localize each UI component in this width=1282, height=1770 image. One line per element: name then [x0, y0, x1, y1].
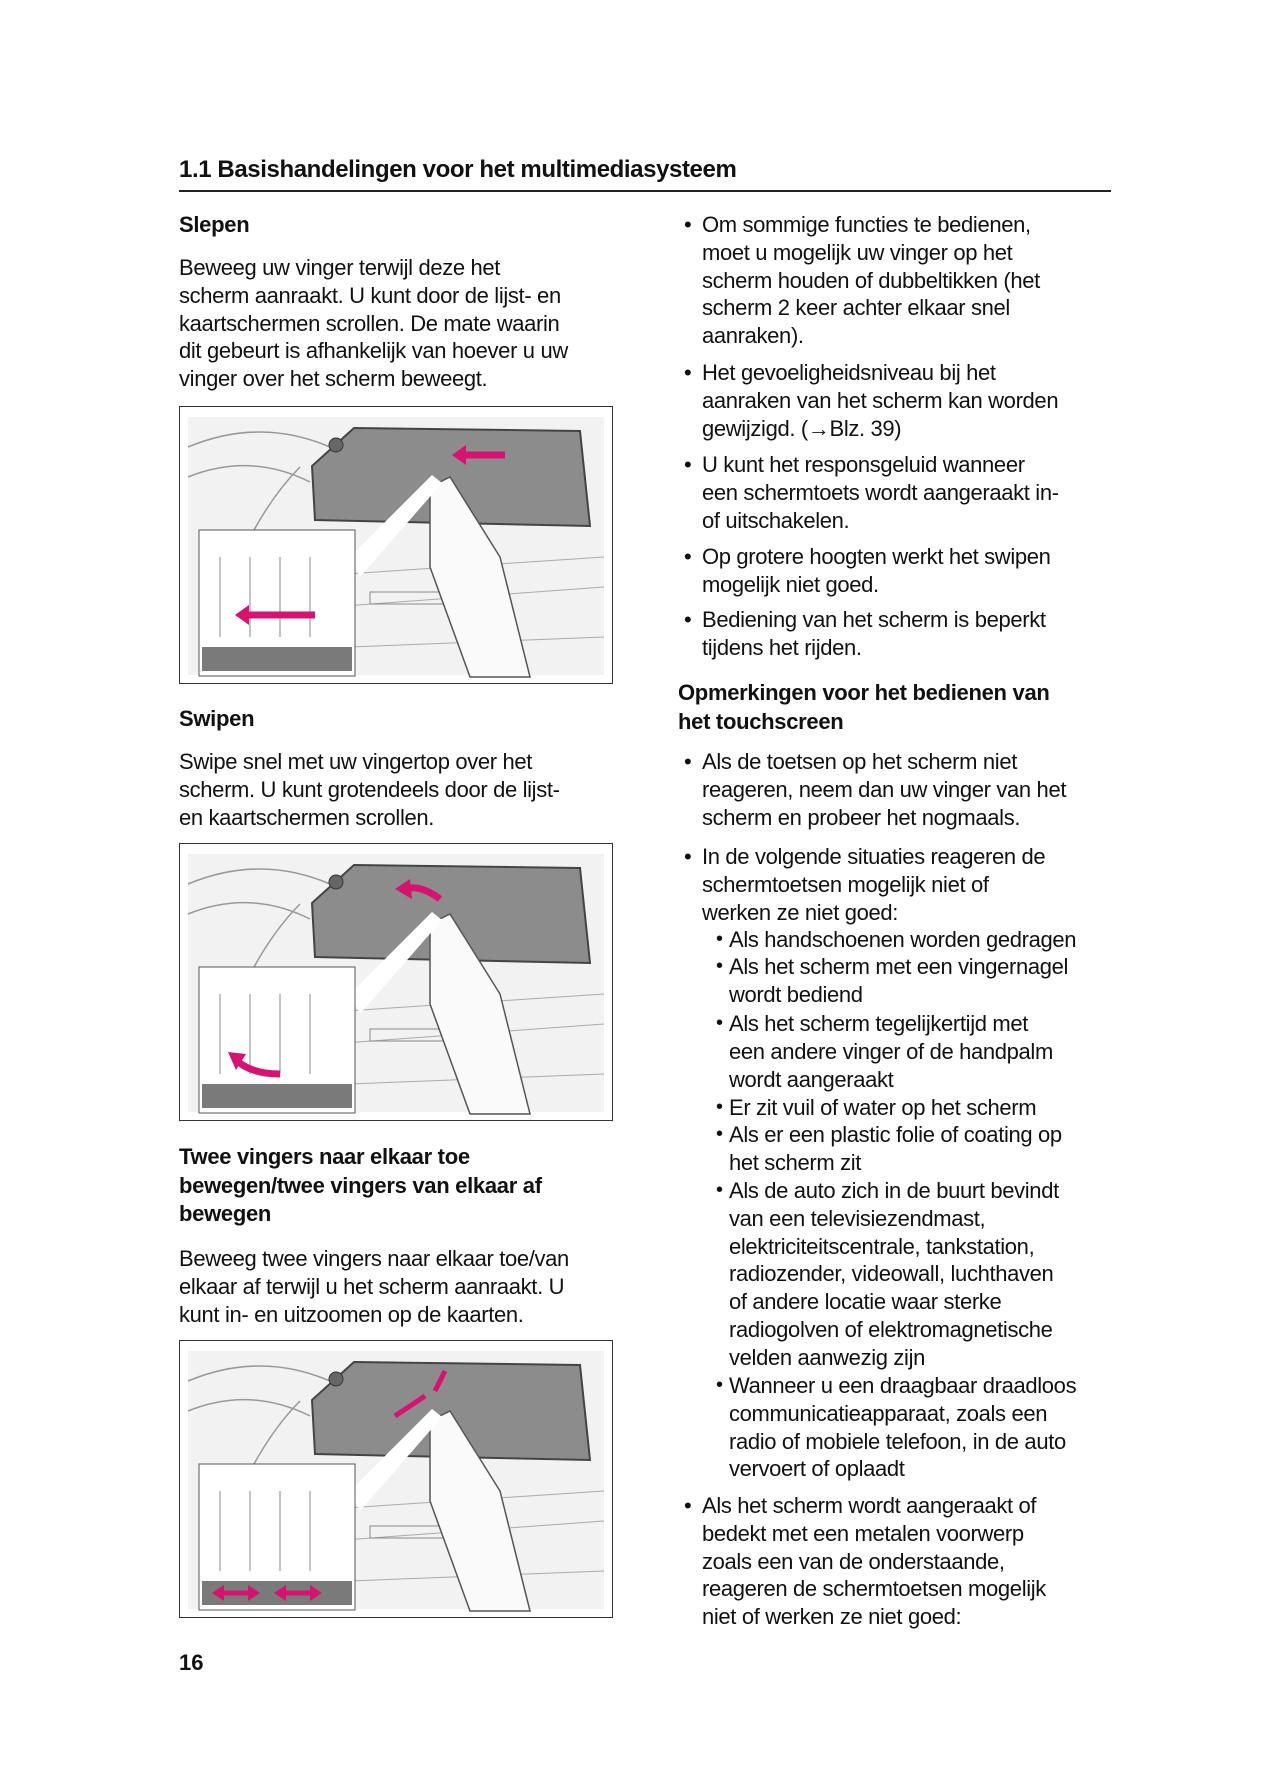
- illustration-swipe: [179, 843, 613, 1121]
- note-item: Het gevoeligheidsniveau bij het aanraken van het scherm kan worden gewijzigd. (→Blz. 39): [702, 360, 1059, 441]
- inset-screen-bar: [202, 647, 352, 671]
- note-item: Als de toetsen op het scherm niet reageren, neem dan uw vinger van het scherm en probeer het nogmaals.: [702, 749, 1067, 830]
- bullet-icon: •: [684, 1493, 692, 1518]
- note-item: Bediening van het scherm is beperkt tijdens het rijden.: [702, 607, 1046, 660]
- sub-item: Er zit vuil of water op het scherm: [729, 1095, 1037, 1120]
- bullet-icon: •: [684, 360, 692, 385]
- touchscreen-notes-heading: Opmerkingen voor het bedienen van het touchscreen: [678, 680, 1050, 734]
- sub-bullet-icon: •: [716, 955, 724, 977]
- sub-bullet-icon: •: [716, 1096, 724, 1118]
- section-body-swipen: Swipe snel met uw vingertop over het scherm. U kunt grotendeels door de lijst- en kaartschermen scrollen.: [179, 749, 560, 830]
- bullet-icon: •: [684, 452, 692, 477]
- section-body-slepen: Beweeg uw vinger terwijl deze het scherm aanraakt. U kunt door de lijst- en kaartschermen scrollen. De mate waarin dit gebeurt is afhankelijk van hoever u uw vinger over het scherm beweegt.: [179, 255, 568, 392]
- sub-item: Als handschoenen worden gedragen: [729, 927, 1077, 952]
- swipe-illustration-svg: [180, 844, 612, 1120]
- sub-bullet-icon: •: [716, 1179, 724, 1201]
- page-title: 1.1 Basishandelingen voor het multimediasysteem: [179, 156, 737, 183]
- section-heading-pinch: Twee vingers naar elkaar toe bewegen/twee vingers van elkaar af bewegen: [179, 1144, 542, 1226]
- page-number: 16: [179, 1650, 204, 1675]
- note-item: In de volgende situaties reageren de schermtoetsen mogelijk niet of werken ze niet goed:: [702, 844, 1046, 925]
- camera-icon: [329, 1372, 343, 1386]
- sub-bullet-icon: •: [716, 1123, 724, 1145]
- pinch-illustration-svg: [180, 1341, 612, 1617]
- section-heading-swipen: Swipen: [179, 706, 255, 731]
- note-item: Op grotere hoogten werkt het swipen mogelijk niet goed.: [702, 544, 1051, 597]
- section-body-pinch: Beweeg twee vingers naar elkaar toe/van elkaar af terwijl u het scherm aanraakt. U kunt in- en uitzoomen op de kaarten.: [179, 1246, 569, 1327]
- sub-item: Als er een plastic folie of coating op het scherm zit: [729, 1122, 1062, 1175]
- bullet-icon: •: [684, 844, 692, 869]
- camera-icon: [329, 875, 343, 889]
- sub-item: Als het scherm tegelijkertijd met een andere vinger of de handpalm wordt aangeraakt: [729, 1011, 1053, 1092]
- title-rule: [179, 190, 1111, 192]
- sub-item: Als het scherm met een vingernagel wordt bediend: [729, 954, 1069, 1007]
- sub-bullet-icon: •: [716, 1012, 724, 1034]
- sub-bullet-icon: •: [716, 928, 724, 950]
- inset-screen-bar: [202, 1084, 352, 1108]
- note-item: Als het scherm wordt aangeraakt of bedekt met een metalen voorwerp zoals een van de onderstaande, reageren de schermtoetsen mogelijk niet of werken ze niet goed:: [702, 1493, 1046, 1630]
- note-item: Om sommige functies te bedienen, moet u mogelijk uw vinger op het scherm houden of dubbeltikken (het scherm 2 keer achter elkaar snel aanraken).: [702, 212, 1040, 349]
- sub-bullet-icon: •: [716, 1374, 724, 1396]
- section-heading-slepen: Slepen: [179, 212, 250, 237]
- bullet-icon: •: [684, 749, 692, 774]
- camera-icon: [329, 438, 343, 452]
- illustration-pinch: [179, 1340, 613, 1618]
- note-item: U kunt het responsgeluid wanneer een schermtoets wordt aangeraakt in- of uitschakelen.: [702, 452, 1059, 533]
- bullet-icon: •: [684, 544, 692, 569]
- illustration-drag: [179, 406, 613, 684]
- sub-item: Als de auto zich in de buurt bevindt van een televisiezendmast, elektriciteitscentrale, tankstation, radiozender, videowall, luchthaven of andere locatie waar sterke radiogolven of elektromagnetische velden aanwezig zijn: [729, 1178, 1059, 1370]
- sub-item: Wanneer u een draagbaar draadloos communicatieapparaat, zoals een radio of mobiele telefoon, in de auto vervoert of oplaadt: [729, 1373, 1077, 1482]
- bullet-icon: •: [684, 607, 692, 632]
- bullet-icon: •: [684, 212, 692, 237]
- drag-illustration-svg: [180, 407, 612, 683]
